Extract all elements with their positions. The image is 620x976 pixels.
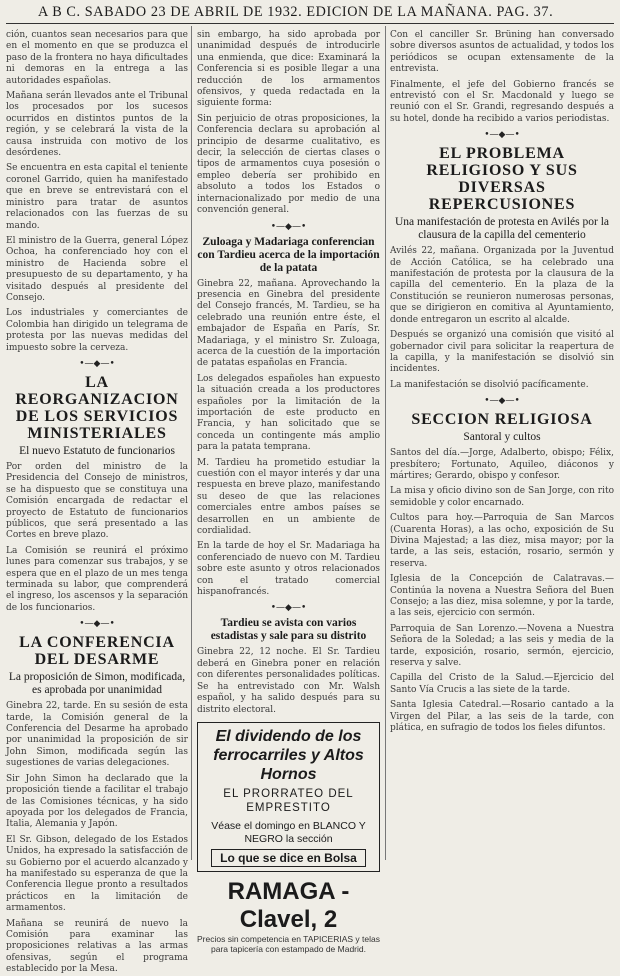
column-3	[390, 30, 614, 860]
headline-tardieu-estadistas: Tardieu se avista con varios estadistas y sale para su distrito	[210, 617, 367, 643]
article-paragraph: Cultos para hoy.—Parroquia de San Marcos (Cuarenta Horas), a las ocho, exposición de Su Divina Majestad; a las diez, misa mayor; por la tarde, a las seis, estación, rosario, sermón y reserva.	[390, 513, 614, 569]
advertisement-ramaga	[197, 878, 380, 954]
ornament-divider: •—◆—•	[79, 358, 115, 369]
article-paragraph: Ginebra 22, tarde. En su sesión de esta tarde, la Comisión general de la Conferencia del Desarme ha aprobado por unanimidad la proposición de sir John Simon, modificada según las sugestiones de varias delegaciones.	[6, 701, 188, 769]
article-paragraph: En la tarde de hoy el Sr. Madariaga ha conferenciado de nuevo con M. Tardieu sobre este asunto y otros relacionados con el tratado comercial hispanofrancés.	[197, 541, 380, 598]
headline-seccion-religiosa: SECCION RELIGIOSA	[411, 411, 593, 429]
ad-headline: El dividendo de los ferrocarriles y Altos Hornos	[213, 727, 364, 783]
column-divider	[191, 26, 192, 860]
ornament-divider: •—◆—•	[79, 619, 115, 630]
article-paragraph: La misa y oficio divino son de San Jorge, con rito semidoble y color encarnado.	[390, 486, 614, 508]
column-2	[197, 30, 380, 954]
headline-reorganizacion: LA REORGANIZACION DE LOS SERVICIOS MINISTERIALES	[15, 373, 179, 442]
headline-zuloaga-tardieu: Zuloaga y Madariaga conferencian con Tardieu acerca de la importación de la patata	[197, 235, 380, 274]
article-paragraph: Capilla del Cristo de la Salud.—Ejercicio del Santo Vía Crucis a las siete de la tarde.	[390, 673, 614, 695]
subheadline-simon: La proposición de Simon, modificada, es aprobada por unanimidad	[8, 671, 186, 697]
column-1	[6, 30, 188, 975]
masthead-rule	[6, 23, 614, 24]
article-paragraph: Mañana se reunirá de nuevo la Comisión para examinar las proposiciones relativas a las armas ofensivas, según el programa establecido por la Mesa.	[6, 918, 188, 975]
article-paragraph: El Sr. Gibson, delegado de los Estados Unidos, ha expresado la satisfacción de su Gobierno por el acuerdo alcanzado y ha manifestado su esperanza de que la Conferencia llegue pronto a resultados prácticos en la limitación de armamentos.	[6, 834, 188, 914]
article-paragraph: Ginebra 22, 12 noche. El Sr. Tardieu deberá en Ginebra poner en relación con diferentes personalidades políticas. Se ha entrevistado con Mr. Walsh español, y ha salido después para su distrito electoral.	[197, 647, 380, 715]
headline-desarme: LA CONFERENCIA DEL DESARME	[19, 634, 175, 669]
article-paragraph: Parroquia de San Lorenzo.—Novena a Nuestra Señora de la Soledad; a las seis y media de la tarde, exposición, rosario, sermón, ejercicio, reserva y salve.	[390, 623, 614, 669]
article-paragraph: La Comisión se reunirá el próximo lunes para comenzar sus trabajos, y se espera que en el plazo de un mes tenga terminada su labor, que comprenderá el ingreso, los ascensos y la separación de los funcionarios.	[6, 545, 188, 613]
article-paragraph: Avilés 22, mañana. Organizada por la Juventud de Acción Católica, se ha celebrado una manifestación de protesta por la clausura de la capilla del cementerio. En la plaza de la Constitución se reunieron numerosas personas, que se dirigieron en comitiva al Ayuntamiento, donde entregaron un escrito al alcalde.	[390, 246, 614, 325]
article-paragraph: Santa Iglesia Catedral.—Rosario cantado a la Virgen del Pilar, a las seis de la tarde, con plática, en sufragio de todos los fieles difuntos.	[390, 700, 614, 734]
article-paragraph: Sin perjuicio de otras proposiciones, la Conferencia declara su aprobación al principio de desarme cualitativo, es decir, la selección de ciertas clases o tipos de armamentos cuya posesión o empleo debería ser prohibido en absoluto a todos los Estados o internacionalizado por medio de una convención general.	[197, 113, 380, 216]
ad-text: Precios sin competencia en TAPICERIAS y telas para tapicería con estampado de Madrid.	[197, 933, 380, 954]
article-paragraph: sin embargo, ha sido aprobada por unanimidad después de introducirle una enmienda, que dice: Examinará la Conferencia si es posible llegar a una reducción de los armamentos ofensivos, y queda redactada en la siguiente forma:	[197, 30, 380, 109]
article-paragraph: Iglesia de la Concepción de Calatravas.—Continúa la novena a Nuestra Señora del Buen Consejo; a las diez, misa solemne, y por la tarde, a las seis, ejercicio con sermón.	[390, 574, 614, 619]
advertisement-blanco-y-negro	[197, 722, 380, 872]
ad-text: Véase el domingo en BLANCO Y NEGRO la sección	[211, 819, 366, 845]
ornament-divider: •—◆—•	[270, 221, 307, 232]
article-paragraph: Finalmente, el jefe del Gobierno francés se entrevistó con el Sr. Macdonald y luego se reunió con el Sr. Grandi, regresando después a su hotel, donde ha recibido a varios periodistas.	[390, 79, 614, 124]
headline-problema-religioso: EL PROBLEMA RELIGIOSO Y SUS DIVERSAS REPERCUSIONES	[426, 145, 578, 214]
article-paragraph: Ginebra 22, mañana. Aprovechando la presencia en Ginebra del presidente del Consejo francés, M. Tardieu, se ha celebrado una reunión entre éste, el embajador de España en París, Sr. Madariaga, y el ministro Sr. Zuloaga, acerca de la cuestión de la importación de patatas españolas en Francia.	[197, 278, 380, 369]
article-paragraph: M. Tardieu ha prometido estudiar la cuestión con el mayor interés y dar una respuesta en breve plazo, manifestando su deseo de que las relaciones comerciales entre ambos países se desarrollen en un ambiente de cordialidad.	[197, 457, 380, 537]
article-paragraph: Se encuentra en esta capital el teniente coronel Garrido, quien ha manifestado que en breve se entrevistará con el ministro para tratar de asuntos relacionados con las fuerzas de su mando.	[6, 163, 188, 231]
subheadline-estatuto: El nuevo Estatuto de funcionarios	[19, 444, 175, 457]
ornament-divider: •—◆—•	[484, 396, 520, 407]
article-paragraph: Santos del día.—Jorge, Adalberto, obispo; Félix, presbítero; Fortunato, Aquileo, diáconos y mártires; Gerardo, obispo y confesor.	[390, 448, 614, 481]
article-paragraph: El ministro de la Guerra, general López Ochoa, ha conferenciado hoy con el ministro de Hacienda sobre el presupuesto de su departamento, y ha visitado después al presidente del Consejo.	[6, 235, 188, 303]
article-paragraph: Sir John Simon ha declarado que la proposición tiende a facilitar el trabajo de las Comisiones técnicas, y ha sido apoyada por los delegados de Francia, Italia, Alemania y Japón.	[6, 773, 188, 830]
article-paragraph: Mañana serán llevados ante el Tribunal los procesados por los sucesos ocurridos en distintos puntos de la región, y se celebrará la vista de la causa instruida con motivo de los desórdenes.	[6, 91, 188, 159]
article-paragraph: La manifestación se disolvió pacíficamente.	[390, 379, 589, 390]
column-divider	[385, 26, 386, 860]
ad-title: RAMAGA - Clavel, 2	[227, 877, 350, 933]
article-paragraph: Por orden del ministro de la Presidencia del Consejo de ministros, se ha dispuesto que se constituya una Comisión encargada de redactar el proyecto de Estatuto de funcionarios públicos, que será presentado a las Cortes en breve plazo.	[6, 461, 188, 541]
page-masthead: A B C. SABADO 23 DE ABRIL DE 1932. EDICION DE LA MAÑANA. PAG. 37.	[38, 3, 554, 20]
article-paragraph: Los delegados españoles han expuesto la situación creada a los productores españoles por la limitación de la importación de este producto en Francia, y han solicitado que se conceda un contingente más amplio para la patata temprana.	[197, 373, 380, 453]
article-paragraph: Después se organizó una comisión que visitó al gobernador civil para solicitar la reapertura de la capilla, y la manifestación se disolvió sin incidentes.	[390, 330, 614, 375]
article-paragraph: Los industriales y comerciantes de Colombia han dirigido un telegrama de protesta por las nuevas medidas del impuesto sobre la cerveza.	[6, 308, 188, 353]
subheadline-aviles: Una manifestación de protesta en Avilés por la clausura de la capilla del cementerio	[394, 216, 610, 242]
ornament-divider: •—◆—•	[484, 130, 520, 141]
ad-section-name: Lo que se dice en Bolsa	[211, 849, 366, 867]
ornament-divider: •—◆—•	[270, 603, 307, 614]
article-paragraph: Con el canciller Sr. Brüning han conversado sobre diversos asuntos de actualidad, y todos los periódicos se ocupan extensamente de la entrevista.	[390, 30, 614, 75]
article-paragraph: ción, cuantos sean necesarios para que en el momento en que se produzca el paso de la frontera no haya dificultades ni demoras en la entrega a las autoridades españolas.	[6, 30, 188, 86]
subheadline-santoral: Santoral y cultos	[463, 431, 541, 444]
ad-subline: EL PRORRATEO DEL EMPRESTITO	[223, 787, 354, 814]
